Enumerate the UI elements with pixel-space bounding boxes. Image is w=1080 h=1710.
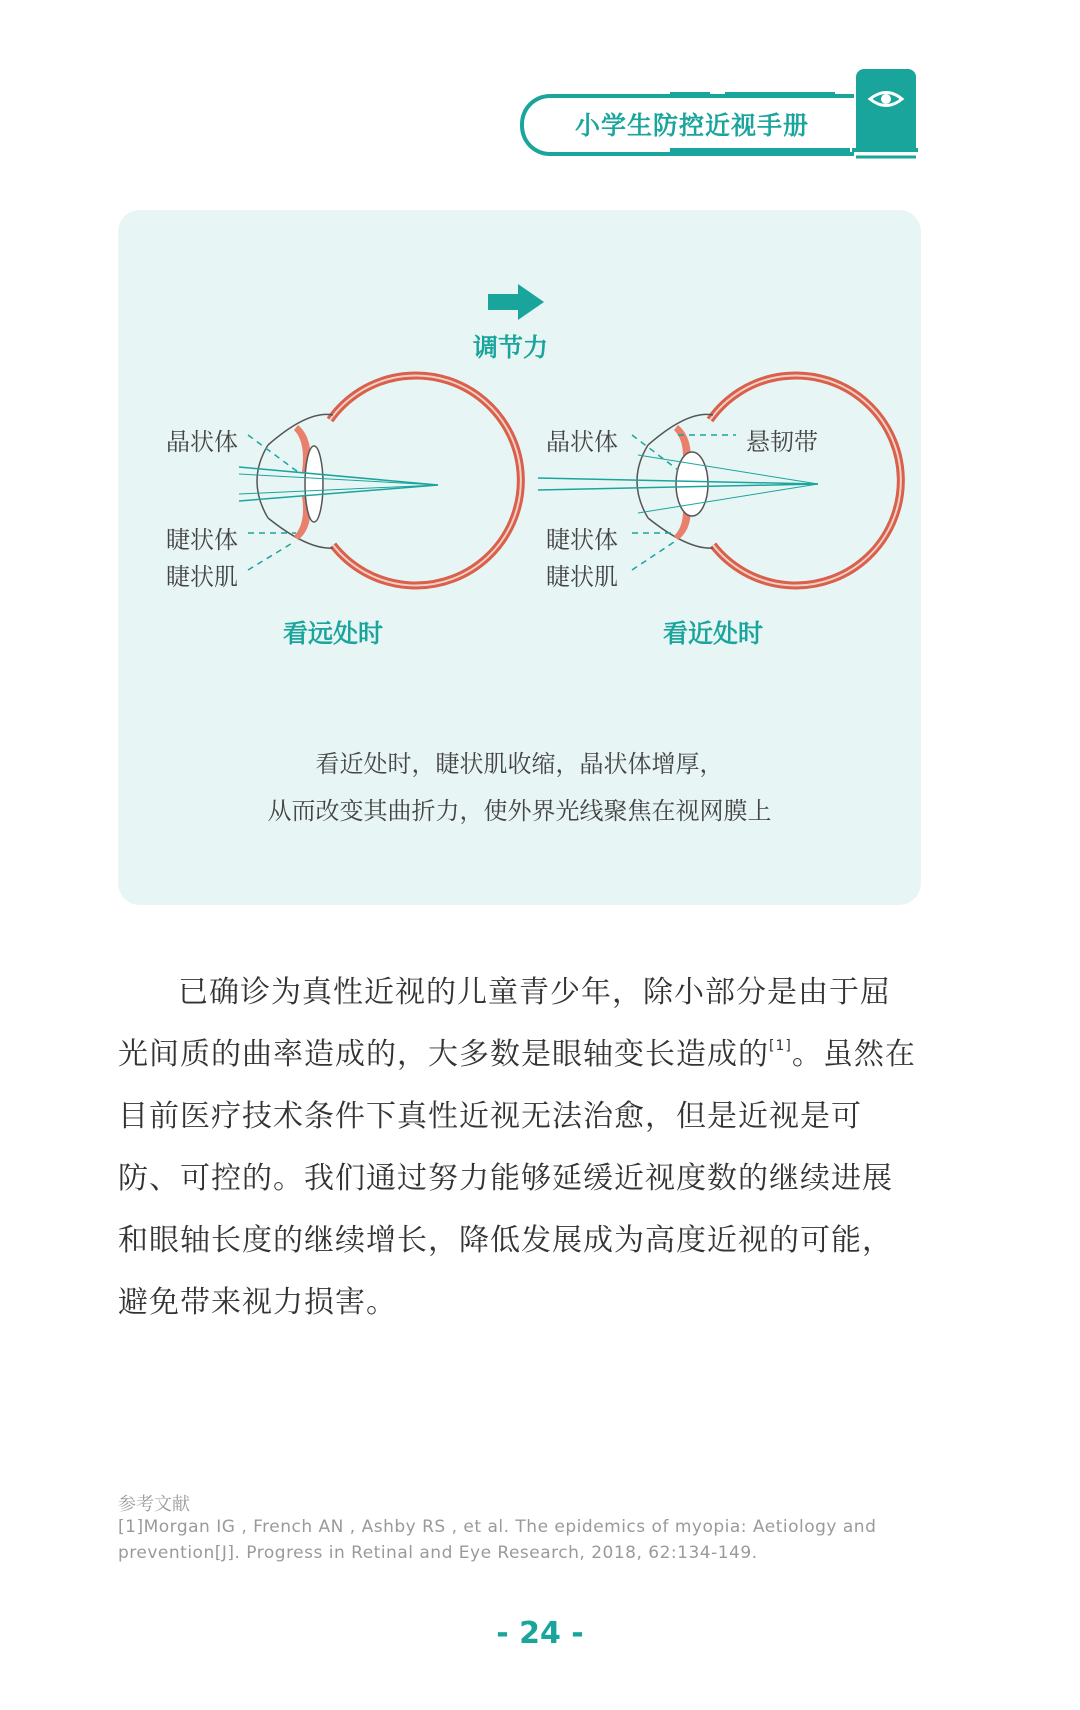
eye-tab [856,69,916,149]
figure-description-line2: 从而改变其曲折力，使外界光线聚焦在视网膜上 [267,797,772,825]
far-lens-label: 晶状体 [166,428,238,456]
direction-arrow-icon [488,284,544,320]
body-paragraph [118,962,918,1334]
eye-far-diagram [239,375,521,585]
header-dash [670,92,710,96]
far-ciliary-muscle-label: 睫状肌 [166,563,238,591]
near-caption: 看近处时 [663,619,764,648]
book-pages-decoration [850,148,920,164]
header-title: 小学生防控近视手册 [575,111,810,140]
header-dash [670,148,850,152]
eye-icon [856,69,916,129]
header-dash [725,92,835,96]
near-ciliary-body-label: 睫状体 [546,526,618,554]
reference-entry: [1]Morgan IG , French AN , Ashby RS , et al. The epidemics of myopia: Aetiology and prevention[J]. Progress in Retinal and Eye Research, 2018, 62:134-149. [118,1517,877,1563]
near-zonule-label: 悬韧带 [746,428,818,456]
near-ciliary-muscle-label: 睫状肌 [546,563,618,591]
body-text-part2: 。虽然在目前医疗技术条件下真性近视无法治愈，但是近视是可防、可控的。我们通过努力能够延缓近视度数的继续进展和眼轴长度的继续增长，降低发展成为高度近视的可能，避免带来视力损害。 [118,1037,916,1320]
header-badge [520,64,920,154]
near-lens-label: 晶状体 [546,428,618,456]
references-heading: 参考文献 [118,1494,190,1515]
figure-panel [118,210,921,905]
citation-marker: [1] [769,1038,792,1054]
body-text-part1: 已确诊为真性近视的儿童青少年，除小部分是由于屈光间质的曲率造成的，大多数是眼轴变长造成的 [118,975,891,1072]
figure-description-line1: 看近处时，睫状肌收缩，晶状体增厚， [315,750,724,778]
far-ciliary-body-label: 睫状体 [166,526,238,554]
page-number: - 24 - [496,1616,584,1651]
accommodation-label: 调节力 [473,333,549,362]
far-caption: 看远处时 [283,619,384,648]
